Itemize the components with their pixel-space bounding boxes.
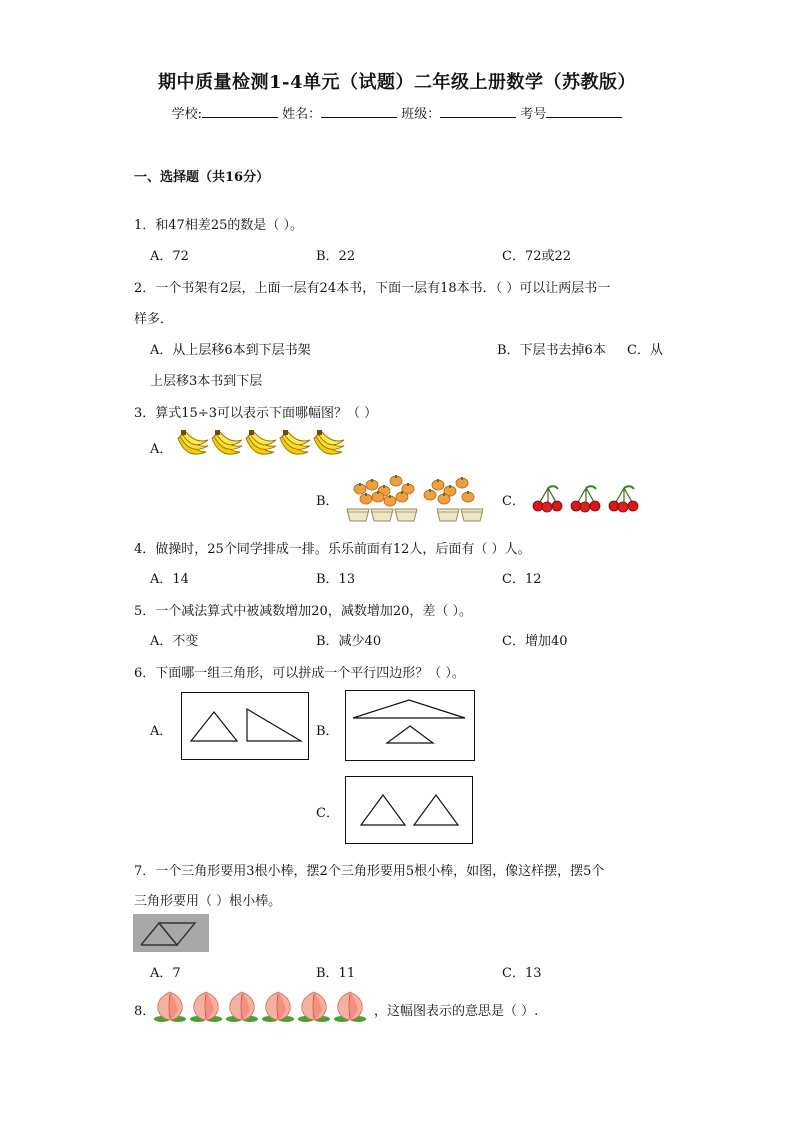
question-3: 3．算式15÷3可以表示下面哪幅图？（ ）: [134, 406, 378, 421]
pumpkin-basket-image: [345, 472, 485, 524]
triangle-set-a-image: [181, 692, 309, 760]
question-2-line2: 样多．: [134, 312, 174, 327]
banana-icon: [212, 430, 242, 454]
banana-icon: [280, 430, 310, 454]
q7-option-b[interactable]: B．11: [316, 966, 356, 981]
cherry-icon: [533, 486, 562, 512]
q1-option-a[interactable]: A．72: [150, 249, 189, 264]
section-heading: 一、选择题（共16分）: [134, 170, 270, 185]
q2-option-a[interactable]: A．从上层移6本到下层书架: [150, 343, 311, 358]
q6-option-c[interactable]: C．: [316, 806, 339, 821]
cherry-icon: [609, 486, 638, 512]
exam-no-blank[interactable]: [546, 105, 622, 118]
q2-option-c[interactable]: C．从: [627, 343, 663, 358]
question-5: 5．一个减法算式中被减数增加20，减数增加20，差（ ）。: [134, 604, 472, 619]
triangle-set-c-image: [345, 776, 473, 844]
q1-option-b[interactable]: B．22: [316, 249, 356, 264]
class-blank[interactable]: [440, 105, 516, 118]
peach-icon: [226, 992, 258, 1022]
q4-option-c[interactable]: C．12: [502, 572, 542, 587]
peach-group-image: [152, 988, 374, 1024]
q4-option-a[interactable]: A．14: [150, 572, 189, 587]
page-title: 期中质量检测1-4单元（试题）二年级上册数学（苏教版）: [157, 72, 637, 93]
peach-icon: [334, 992, 366, 1022]
q3-option-b[interactable]: B．: [316, 494, 339, 509]
basket-icon: [347, 509, 483, 521]
banana-icon: [178, 430, 208, 454]
question-4: 4．做操时，25个同学排成一排。乐乐前面有12人，后面有（ ）人。: [134, 542, 531, 557]
q5-option-c[interactable]: C．增加40: [502, 634, 568, 649]
name-blank[interactable]: [321, 105, 397, 118]
triangle-set-b-image: [345, 690, 475, 761]
q1-option-c[interactable]: C．72或22: [502, 249, 572, 264]
name-label: 姓名：: [282, 107, 322, 122]
question-1: 1．和47相差25的数是（ ）。: [134, 218, 303, 233]
cherry-group-image: [530, 484, 642, 514]
q2-option-c-cont: 上层移3本书到下层: [150, 374, 263, 389]
q6-option-a[interactable]: A．: [150, 724, 173, 739]
q5-option-b[interactable]: B．减少40: [316, 634, 382, 649]
question-8-text: ，这幅图表示的意思是（ ）.: [374, 1004, 539, 1019]
school-label: 学校:: [171, 107, 202, 122]
q3-option-c[interactable]: C．: [502, 494, 525, 509]
banana-group-image: [176, 428, 346, 462]
school-blank[interactable]: [202, 105, 278, 118]
question-7-line1: 7．一个三角形要用3根小棒，摆2个三角形要用5根小棒，如图，像这样摆，摆5个: [134, 864, 605, 879]
peach-icon: [298, 992, 330, 1022]
question-2-line1: 2．一个书架有2层，上面一层有24本书，下面一层有18本书．（ ）可以让两层书一: [134, 281, 611, 296]
student-info-line: [0, 103, 794, 122]
q7-option-a[interactable]: A．7: [150, 966, 181, 981]
q4-option-b[interactable]: B．13: [316, 572, 356, 587]
cherry-icon: [571, 486, 600, 512]
matchstick-triangles-image: [133, 914, 209, 952]
peach-icon: [262, 992, 294, 1022]
peach-icon: [190, 992, 222, 1022]
banana-icon: [314, 430, 344, 454]
q6-option-b[interactable]: B．: [316, 724, 339, 739]
question-7-line2: 三角形要用（ ）根小棒。: [134, 894, 282, 909]
question-6: 6．下面哪一组三角形，可以拼成一个平行四边形？（ ）。: [134, 666, 465, 681]
pumpkin-icon: [354, 475, 474, 506]
banana-icon: [246, 430, 276, 454]
question-8-number: 8．: [134, 1004, 156, 1019]
q2-option-b[interactable]: B．下层书去掉6本: [497, 343, 606, 358]
peach-icon: [154, 992, 186, 1022]
q7-option-c[interactable]: C．13: [502, 966, 542, 981]
q3-option-a[interactable]: A．: [150, 442, 173, 457]
q5-option-a[interactable]: A．不变: [150, 634, 199, 649]
class-label: 班级：: [401, 107, 441, 122]
exam-no-label: 考号: [520, 107, 547, 122]
